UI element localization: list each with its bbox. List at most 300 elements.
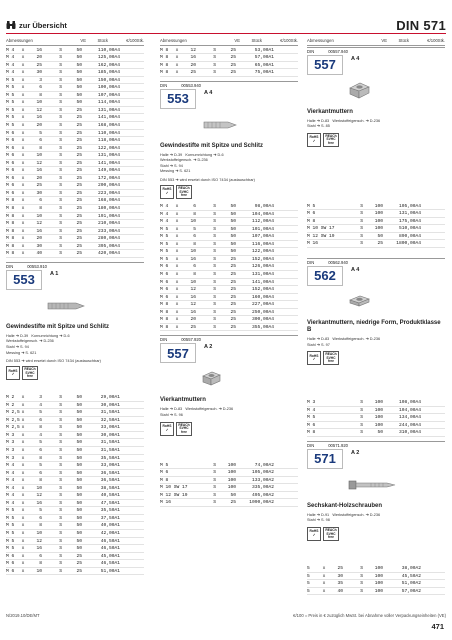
table-cell: 104,00A4 bbox=[251, 211, 274, 217]
table-cell bbox=[327, 218, 343, 225]
table-cell: 100 bbox=[374, 415, 383, 421]
table-cell: 25 bbox=[377, 241, 383, 247]
table-row bbox=[6, 167, 144, 175]
table-cell: 25 bbox=[190, 324, 196, 330]
table-cell: 131,00A4 bbox=[251, 271, 274, 277]
table-cell: 35,50A1 bbox=[100, 508, 120, 514]
table-cell: 50 bbox=[76, 493, 82, 499]
table-row bbox=[6, 507, 144, 515]
table-cell: M 6 bbox=[6, 138, 15, 144]
table-cell: M 8 bbox=[6, 213, 15, 219]
table-cell: 25 bbox=[76, 168, 82, 174]
table-cell: x bbox=[322, 588, 326, 594]
table-cell: 45,00A1 bbox=[100, 553, 120, 559]
table-cell: 210,00A4 bbox=[97, 221, 120, 227]
table-row bbox=[160, 263, 298, 271]
table-cell: S bbox=[59, 100, 62, 106]
table-row bbox=[6, 439, 144, 447]
table-cell: M 6 bbox=[6, 553, 15, 559]
table-cell: M 5 bbox=[6, 546, 15, 552]
table-cell: S bbox=[59, 425, 62, 431]
rohs-badge: RoHS ✓ bbox=[307, 351, 321, 365]
table-cell: 110,00A4 bbox=[97, 130, 120, 136]
table-cell: 29,00A1 bbox=[100, 395, 120, 401]
table-cell: M 5 bbox=[6, 77, 15, 83]
table-cell bbox=[327, 233, 343, 240]
price-table bbox=[307, 565, 445, 595]
table-cell: 108,00A4 bbox=[398, 400, 421, 406]
table-cell: 25 bbox=[230, 279, 236, 285]
table-row bbox=[160, 316, 298, 324]
footer bbox=[6, 613, 446, 618]
table-row bbox=[160, 286, 298, 294]
table-cell: M 8 bbox=[160, 70, 169, 76]
compliance-badges bbox=[307, 527, 445, 541]
table-cell: S bbox=[360, 218, 363, 224]
table-row bbox=[307, 203, 445, 211]
table-cell: S bbox=[59, 107, 62, 113]
table-cell: x bbox=[21, 395, 25, 401]
product-block-557-a4: DIN 00557.940 557 A 4 bbox=[307, 47, 445, 75]
table-cell: S bbox=[213, 470, 216, 476]
table-cell: x bbox=[175, 279, 179, 285]
table-cell bbox=[180, 469, 196, 476]
table-cell: M 6 bbox=[6, 168, 15, 174]
table-cell: M 4 bbox=[307, 407, 316, 413]
table-cell bbox=[327, 240, 343, 247]
table-cell bbox=[180, 484, 196, 491]
table-row bbox=[6, 152, 144, 160]
table-cell: S bbox=[59, 122, 62, 128]
table-row bbox=[160, 477, 298, 485]
table-cell: 8 bbox=[193, 271, 196, 277]
table-cell: x bbox=[21, 236, 25, 242]
table-cell: x bbox=[21, 538, 25, 544]
table-cell: 6 bbox=[193, 264, 196, 270]
table-cell: 30 bbox=[36, 243, 42, 249]
table-cell: 25 bbox=[230, 294, 236, 300]
table-cell: 5 bbox=[39, 130, 42, 136]
table-cell: 65,00A1 bbox=[254, 62, 274, 68]
table-cell: S bbox=[59, 183, 62, 189]
table-cell: S bbox=[213, 47, 216, 53]
table-cell: 6 bbox=[193, 234, 196, 240]
table-cell: 50 bbox=[76, 478, 82, 484]
table-row bbox=[6, 235, 144, 243]
table-cell: M 5 bbox=[6, 100, 15, 106]
table-cell: 5 bbox=[307, 573, 310, 579]
table-cell: 25 bbox=[76, 243, 82, 249]
table-row bbox=[6, 462, 144, 470]
table-cell: x bbox=[175, 226, 179, 232]
table-cell: 50 bbox=[76, 425, 82, 431]
table-cell: 10 bbox=[190, 249, 196, 255]
table-row bbox=[160, 233, 298, 241]
table-cell: x bbox=[21, 425, 25, 431]
table-cell: 25 bbox=[76, 221, 82, 227]
table-cell: x bbox=[175, 241, 179, 247]
table-cell: S bbox=[360, 400, 363, 406]
table-cell: 223,00A4 bbox=[97, 190, 120, 196]
table-cell: M 6 bbox=[160, 287, 169, 293]
table-row bbox=[307, 565, 445, 573]
table-cell: 250,00A4 bbox=[251, 309, 274, 315]
table-cell: S bbox=[213, 279, 216, 285]
table-cell bbox=[327, 407, 343, 414]
table-cell: 25 bbox=[76, 213, 82, 219]
table-cell: M 5 bbox=[6, 508, 15, 514]
table-cell: 133,00A2 bbox=[251, 477, 274, 483]
table-cell: S bbox=[59, 221, 62, 227]
table-row bbox=[6, 402, 144, 410]
table-cell: 101,00A4 bbox=[251, 226, 274, 232]
table-cell: M 6 bbox=[6, 561, 15, 567]
table-row bbox=[6, 530, 144, 538]
table-cell: 5 bbox=[307, 581, 310, 587]
table-cell: M 6 bbox=[6, 130, 15, 136]
table-row bbox=[6, 470, 144, 478]
table-cell: 10 bbox=[36, 100, 42, 106]
table-cell: 6 bbox=[193, 204, 196, 210]
table-cell: S bbox=[59, 508, 62, 514]
table-row bbox=[307, 588, 445, 596]
table-cell: M 8 bbox=[160, 62, 169, 68]
table-cell: M 16 bbox=[160, 500, 172, 506]
table-cell: 50 bbox=[230, 241, 236, 247]
table-cell: M 4 bbox=[6, 478, 15, 484]
table-cell: x bbox=[175, 211, 179, 217]
table-cell: x bbox=[21, 485, 25, 491]
table-cell: M 6 bbox=[160, 279, 169, 285]
table-cell: 16 bbox=[36, 546, 42, 552]
product-meta: Halle ➔ D-83 Werkstoffeigensch. ➔ D-236 Stahl ➔ S. 97 bbox=[307, 336, 381, 347]
square-nut-low-image bbox=[307, 288, 445, 316]
table-cell: 25 bbox=[76, 228, 82, 234]
table-cell: 50 bbox=[76, 432, 82, 438]
table-cell: 100 bbox=[227, 462, 236, 468]
price-table bbox=[160, 462, 298, 507]
set-screw-image bbox=[160, 111, 298, 139]
table-cell: 100 bbox=[374, 422, 383, 428]
table-cell: S bbox=[213, 256, 216, 262]
table-cell: 33,00A1 bbox=[100, 463, 120, 469]
table-cell: x bbox=[21, 410, 25, 416]
table-cell: x bbox=[21, 47, 25, 53]
table-cell: 31,50A1 bbox=[100, 440, 120, 446]
table-cell: 100 bbox=[374, 226, 383, 232]
table-row bbox=[307, 218, 445, 226]
table-cell: x bbox=[175, 324, 179, 330]
table-cell: S bbox=[59, 251, 62, 257]
table-cell: M 3 bbox=[6, 448, 15, 454]
table-cell: 57,00A2 bbox=[401, 588, 421, 594]
table-cell: M 12 SW 19 bbox=[160, 492, 188, 498]
table-cell: 50 bbox=[76, 463, 82, 469]
table-cell: 8 bbox=[193, 211, 196, 217]
table-cell: 36,50A1 bbox=[100, 478, 120, 484]
table-cell: x bbox=[21, 455, 25, 461]
column-3 bbox=[307, 38, 445, 595]
table-cell: S bbox=[213, 219, 216, 225]
reach-badge: REACh SVHC free bbox=[323, 351, 339, 365]
table-cell: S bbox=[59, 77, 62, 83]
table-cell: M 8 bbox=[6, 236, 15, 242]
table-cell: S bbox=[59, 228, 62, 234]
table-cell: S bbox=[360, 415, 363, 421]
table-cell: S bbox=[59, 47, 62, 53]
table-cell: 57,00A1 bbox=[254, 55, 274, 61]
table-cell: 107,00A4 bbox=[251, 234, 274, 240]
table-cell: x bbox=[21, 500, 25, 506]
table-cell: 100 bbox=[374, 400, 383, 406]
table-cell: M 8 bbox=[307, 218, 316, 224]
table-cell: 74,00A2 bbox=[254, 462, 274, 468]
table-cell: 25 bbox=[76, 205, 82, 211]
footer-code: N/2019.10/DE/MT bbox=[6, 613, 40, 618]
table-cell: M 12 SW 19 bbox=[307, 233, 335, 239]
table-cell: M 4 bbox=[6, 70, 15, 76]
table-cell: S bbox=[59, 205, 62, 211]
price-table bbox=[6, 394, 144, 575]
product-block-553-a4: DIN 00553.940 553 A 4 bbox=[160, 81, 298, 109]
table-cell: 25 bbox=[76, 130, 82, 136]
table-cell: 25 bbox=[230, 62, 236, 68]
table-cell: 50 bbox=[76, 470, 82, 476]
table-cell: M 5 bbox=[6, 85, 15, 91]
table-cell: 6 bbox=[39, 85, 42, 91]
table-cell: 100 bbox=[374, 211, 383, 217]
table-cell: x bbox=[21, 243, 25, 249]
table-cell: M 6 bbox=[6, 183, 15, 189]
table-cell: x bbox=[21, 508, 25, 514]
table-cell: x bbox=[21, 145, 25, 151]
table-cell: S bbox=[360, 241, 363, 247]
table-cell: 6 bbox=[39, 448, 42, 454]
table-cell: 3 bbox=[39, 395, 42, 401]
table-cell: S bbox=[360, 422, 363, 428]
table-cell: 50 bbox=[230, 211, 236, 217]
table-cell: 10 bbox=[36, 531, 42, 537]
table-cell: 114,00A4 bbox=[97, 100, 120, 106]
table-cell: M 8 bbox=[160, 309, 169, 315]
table-row bbox=[6, 424, 144, 432]
table-cell bbox=[327, 429, 343, 436]
table-row bbox=[6, 69, 144, 77]
product-meta: Halle ➔ D-91 Werkstoffeigensch. ➔ D-236 Stahl ➔ S. 98 bbox=[307, 512, 381, 523]
table-cell: 141,00A4 bbox=[97, 115, 120, 121]
table-cell: S bbox=[59, 55, 62, 61]
table-cell: S bbox=[213, 234, 216, 240]
table-row bbox=[6, 228, 144, 236]
table-cell: 6 bbox=[39, 138, 42, 144]
table-row bbox=[160, 248, 298, 256]
table-cell: 50 bbox=[76, 417, 82, 423]
table-cell: 100 bbox=[374, 203, 383, 209]
product-title: Vierkantmuttern bbox=[307, 108, 353, 115]
table-cell: S bbox=[360, 211, 363, 217]
table-cell: 890,00A4 bbox=[398, 233, 421, 239]
table-cell: M 16 bbox=[307, 241, 319, 247]
product-meta: Halle ➔ D-83 Werkstoffeigensch. ➔ D-236 Stahl ➔ S. 96 bbox=[160, 407, 234, 417]
table-cell: 38,50A1 bbox=[100, 485, 120, 491]
table-row bbox=[307, 429, 445, 437]
square-nut-image bbox=[307, 77, 445, 105]
table-cell: x bbox=[21, 55, 25, 61]
product-meta: Halle ➔ D-39 Kornumrichtung ➔ D-6 Werkstoffeigensch. ➔ D-236 Stahl ➔ S. 94 Messing ➔ S. 621 bbox=[160, 152, 224, 174]
table-cell: 16 bbox=[36, 228, 42, 234]
table-cell: S bbox=[59, 236, 62, 242]
table-cell: 162,00A4 bbox=[97, 62, 120, 68]
table-row bbox=[307, 210, 445, 218]
table-cell: 25 bbox=[76, 122, 82, 128]
compliance-badges bbox=[160, 422, 298, 436]
table-cell: x bbox=[21, 251, 25, 257]
table-row bbox=[6, 107, 144, 115]
table-cell: 100 bbox=[227, 485, 236, 491]
table-cell: 50 bbox=[76, 55, 82, 61]
table-row bbox=[160, 271, 298, 279]
table-row bbox=[6, 182, 144, 190]
table-cell: 510,00A4 bbox=[398, 226, 421, 232]
table-cell: S bbox=[360, 581, 363, 587]
table-cell: 16 bbox=[36, 168, 42, 174]
table-cell: 25 bbox=[76, 553, 82, 559]
table-row bbox=[6, 47, 144, 55]
table-row bbox=[6, 220, 144, 228]
table-cell: 50 bbox=[76, 77, 82, 83]
rohs-badge: RoHS ✓ bbox=[160, 185, 174, 199]
table-cell: 1800,00A4 bbox=[396, 241, 421, 247]
table-cell: 180,00A4 bbox=[97, 205, 120, 211]
product-block-562-a4: DIN 00562.940 562 A 4 bbox=[307, 258, 445, 286]
table-cell: S bbox=[59, 70, 62, 76]
square-nut-image bbox=[160, 365, 298, 393]
table-cell: 25 bbox=[230, 264, 236, 270]
table-cell: x bbox=[21, 130, 25, 136]
table-cell: S bbox=[59, 500, 62, 506]
price-table bbox=[6, 47, 144, 258]
table-cell: x bbox=[175, 287, 179, 293]
table-cell: 50 bbox=[76, 515, 82, 521]
table-cell: S bbox=[59, 485, 62, 491]
compliance-badges bbox=[307, 133, 445, 147]
table-cell: 112,00A4 bbox=[251, 219, 274, 225]
back-to-overview-link[interactable] bbox=[6, 20, 67, 30]
table-cell: x bbox=[322, 581, 326, 587]
table-cell: 25 bbox=[230, 302, 236, 308]
table-cell: M 4 bbox=[6, 55, 15, 61]
table-cell: x bbox=[21, 62, 25, 68]
table-row bbox=[160, 211, 298, 219]
table-cell: M 5 bbox=[160, 226, 169, 232]
table-cell: x bbox=[175, 294, 179, 300]
table-row bbox=[307, 233, 445, 241]
table-cell: 12 bbox=[190, 287, 196, 293]
product-meta: Halle ➔ D-39 Kornumrichtung ➔ D-6 Werkstoffeigensch. ➔ D-236 Stahl ➔ S. 94 Messing ➔ S. 621 bbox=[6, 333, 70, 355]
table-cell: 6 bbox=[39, 198, 42, 204]
table-cell bbox=[180, 462, 196, 469]
table-row bbox=[6, 137, 144, 145]
material-grade: A 2 bbox=[204, 344, 213, 351]
reach-badge: REACh SVHC free bbox=[176, 185, 192, 199]
table-cell bbox=[180, 477, 196, 484]
product-meta: Halle ➔ D-83 Werkstoffeigensch. ➔ D-236 Stahl ➔ S. 85 bbox=[307, 118, 381, 129]
table-cell: 50 bbox=[377, 430, 383, 436]
table-cell: S bbox=[213, 287, 216, 293]
table-cell: M 6 bbox=[6, 175, 15, 181]
table-cell: S bbox=[213, 477, 216, 483]
table-cell: x bbox=[21, 190, 25, 196]
table-cell: 50 bbox=[230, 219, 236, 225]
table-cell: 25 bbox=[230, 70, 236, 76]
table-cell: 175,00A4 bbox=[398, 218, 421, 224]
table-cell: S bbox=[59, 138, 62, 144]
table-cell: 8 bbox=[39, 478, 42, 484]
table-cell: 8 bbox=[39, 561, 42, 567]
table-cell: 12 bbox=[36, 538, 42, 544]
rohs-badge: RoHS ✓ bbox=[160, 422, 174, 436]
price-table bbox=[307, 399, 445, 437]
table-cell: M 5 bbox=[307, 203, 316, 209]
product-block-553-a1: DIN 00553.910 553 A 1 bbox=[6, 262, 144, 290]
table-cell: S bbox=[59, 470, 62, 476]
table-cell: x bbox=[175, 302, 179, 308]
material-grade: A 4 bbox=[204, 89, 213, 96]
table-row bbox=[6, 250, 144, 258]
table-cell: x bbox=[21, 213, 25, 219]
table-cell: 25 bbox=[230, 500, 236, 506]
table-cell: 25 bbox=[76, 561, 82, 567]
table-cell: M 5 bbox=[160, 249, 169, 255]
table-cell: 33,00A1 bbox=[100, 425, 120, 431]
table-cell: 25 bbox=[36, 183, 42, 189]
table-cell: x bbox=[322, 573, 326, 579]
table-cell: S bbox=[59, 531, 62, 537]
table-cell: M 8 bbox=[160, 317, 169, 323]
column-header: Abmessungen VE Stück €/100Stk. bbox=[160, 38, 298, 46]
table-cell: x bbox=[175, 55, 179, 61]
table-cell: 25 bbox=[76, 568, 82, 574]
table-cell: S bbox=[59, 493, 62, 499]
table-cell: M 2 bbox=[6, 395, 15, 401]
table-cell: 50 bbox=[76, 485, 82, 491]
table-cell: M 6 bbox=[307, 211, 316, 217]
table-cell: M 4 bbox=[6, 493, 15, 499]
table-cell: 35 bbox=[337, 581, 343, 587]
table-cell: 51,00A1 bbox=[100, 568, 120, 574]
table-cell: 191,00A4 bbox=[97, 213, 120, 219]
table-cell: 141,00A4 bbox=[97, 160, 120, 166]
table-cell: 10 bbox=[36, 213, 42, 219]
table-cell: x bbox=[21, 92, 25, 98]
table-cell: M 6 bbox=[6, 160, 15, 166]
table-cell: 40,50A1 bbox=[100, 493, 120, 499]
table-cell: S bbox=[59, 153, 62, 159]
table-cell: 10 bbox=[190, 219, 196, 225]
table-cell: S bbox=[360, 407, 363, 413]
table-row bbox=[6, 145, 144, 153]
table-cell: 46,50A1 bbox=[100, 561, 120, 567]
table-cell: 16 bbox=[190, 309, 196, 315]
table-cell: 1090,00A2 bbox=[249, 500, 274, 506]
table-cell: 50 bbox=[230, 234, 236, 240]
column-2 bbox=[160, 38, 298, 507]
table-cell: M 5 bbox=[160, 234, 169, 240]
table-cell: 25 bbox=[76, 145, 82, 151]
din-number-box: 571 bbox=[307, 449, 343, 469]
table-cell: x bbox=[21, 463, 25, 469]
table-cell bbox=[327, 203, 343, 210]
